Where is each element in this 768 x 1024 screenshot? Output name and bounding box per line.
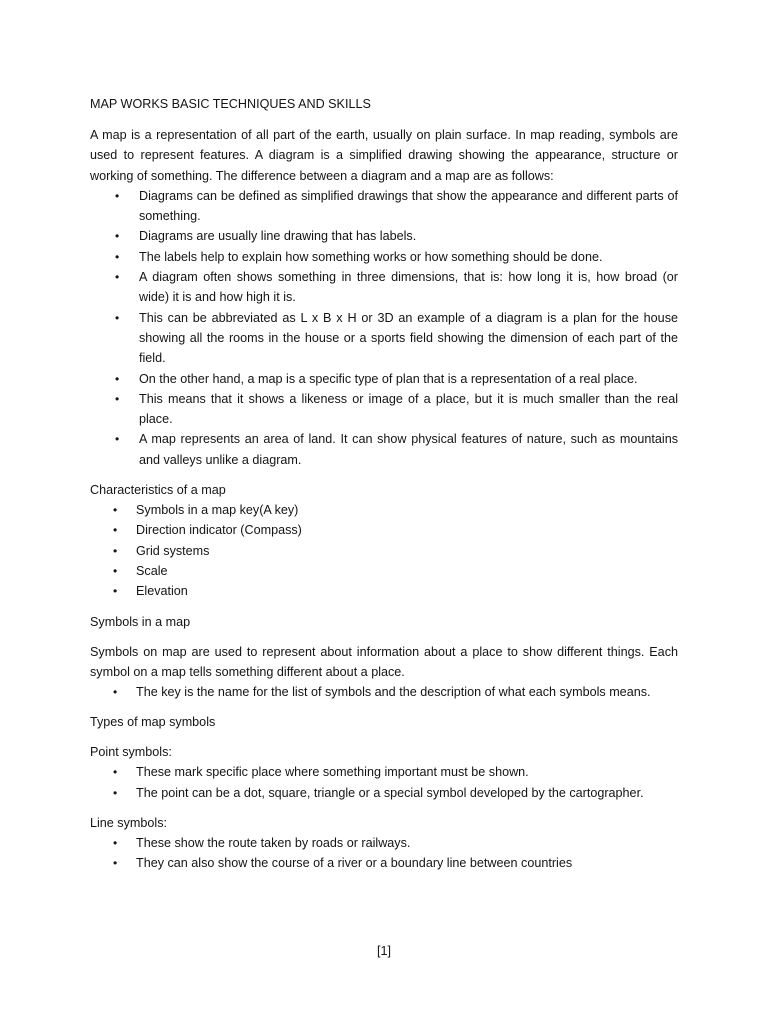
list-item	[90, 186, 678, 227]
list-item-text: They can also show the course of a river or a boundary line between countries	[136, 856, 573, 871]
bullet-icon: •	[115, 270, 120, 285]
list-item-text: Symbols in a map key(A key)	[136, 503, 299, 518]
list-item-text: The point can be a dot, square, triangle or a special symbol developed by the cartographer.	[136, 785, 644, 800]
list-item	[90, 581, 678, 601]
section-heading-point-symbols: Point symbols:	[90, 745, 172, 760]
list-item-text: This means that it shows a likeness or image of a place, but it is much smaller than the real place.	[139, 391, 678, 427]
list-item	[90, 853, 678, 873]
bullet-icon: •	[113, 503, 118, 518]
bullet-icon: •	[115, 432, 120, 447]
document-title: MAP WORKS BASIC TECHNIQUES AND SKILLS	[90, 97, 371, 111]
bullet-icon: •	[115, 371, 120, 386]
list-item-text: These show the route taken by roads or railways.	[136, 836, 411, 851]
list-item-text: Scale	[136, 563, 168, 578]
bullet-icon: •	[115, 229, 120, 244]
list-item-text: The labels help to explain how something works or how something should be done.	[139, 249, 603, 264]
section-heading-characteristics: Characteristics of a map	[90, 483, 226, 498]
bullet-icon: •	[113, 785, 118, 800]
bullet-icon: •	[115, 310, 120, 325]
list-item	[90, 429, 678, 470]
list-item	[90, 247, 678, 267]
list-item-text: A diagram often shows something in three dimensions, that is: how long it is, how broad (or wide) it is and how high it is.	[139, 270, 678, 305]
list-item-text: Grid systems	[136, 543, 210, 558]
list-item-text: These mark specific place where something important must be shown.	[136, 765, 529, 780]
list-item-text: Diagrams are usually line drawing that has labels.	[139, 229, 417, 244]
list-item	[90, 267, 678, 308]
differences-list	[90, 186, 678, 470]
list-item	[90, 541, 678, 561]
list-item	[90, 500, 678, 520]
intro-paragraph: A map is a representation of all part of the earth, usually on plain surface. In map reading, symbols are used to represent features. A diagram is a simplified drawing showing the appearance, structure or working of something. The difference between a diagram and a map are as follows:	[90, 128, 678, 183]
list-item-text: The key is the name for the list of symbols and the description of what each symbols means.	[136, 685, 651, 700]
section-heading-types: Types of map symbols	[90, 715, 216, 730]
bullet-icon: •	[113, 584, 118, 599]
list-item	[90, 389, 678, 430]
list-item-text: A map represents an area of land. It can show physical features of nature, such as mountains and valleys unlike a diagram.	[139, 432, 678, 467]
list-item-text: On the other hand, a map is a specific type of plan that is a representation of a real place.	[139, 371, 638, 386]
bullet-icon: •	[113, 856, 118, 871]
page-number: [1]	[376, 944, 391, 958]
bullet-icon: •	[113, 765, 118, 780]
list-item	[90, 682, 678, 702]
symbols-list	[90, 682, 678, 702]
list-item	[90, 561, 678, 581]
list-item-text: Elevation	[136, 584, 188, 599]
bullet-icon: •	[115, 249, 120, 264]
line-symbols-list	[90, 833, 678, 874]
list-item	[90, 833, 678, 853]
bullet-icon: •	[113, 685, 118, 700]
bullet-icon: •	[115, 188, 120, 203]
document-page	[90, 94, 678, 874]
list-item	[90, 369, 678, 389]
list-item	[90, 520, 678, 540]
section-heading-line-symbols: Line symbols:	[90, 816, 167, 831]
list-item	[90, 762, 678, 782]
list-item	[90, 308, 678, 369]
symbols-paragraph: Symbols on map are used to represent about information about a place to show different things. Each symbol on a map tells something different about a place.	[90, 644, 678, 679]
list-item-text: This can be abbreviated as L x B x H or 3D an example of a diagram is a plan for the house showing all the rooms in the house or a sports field showing the dimension of each part of the field.	[139, 310, 678, 366]
list-item-text: Diagrams can be defined as simplified drawings that show the appearance and different parts of something.	[139, 188, 678, 224]
characteristics-list	[90, 500, 678, 601]
section-heading-symbols: Symbols in a map	[90, 614, 191, 629]
bullet-icon: •	[113, 523, 118, 538]
list-item	[90, 783, 678, 803]
bullet-icon: •	[115, 391, 120, 406]
bullet-icon: •	[113, 543, 118, 558]
point-symbols-list	[90, 762, 678, 803]
bullet-icon: •	[113, 563, 118, 578]
bullet-icon: •	[113, 836, 118, 851]
list-item-text: Direction indicator (Compass)	[136, 523, 302, 538]
list-item	[90, 226, 678, 246]
